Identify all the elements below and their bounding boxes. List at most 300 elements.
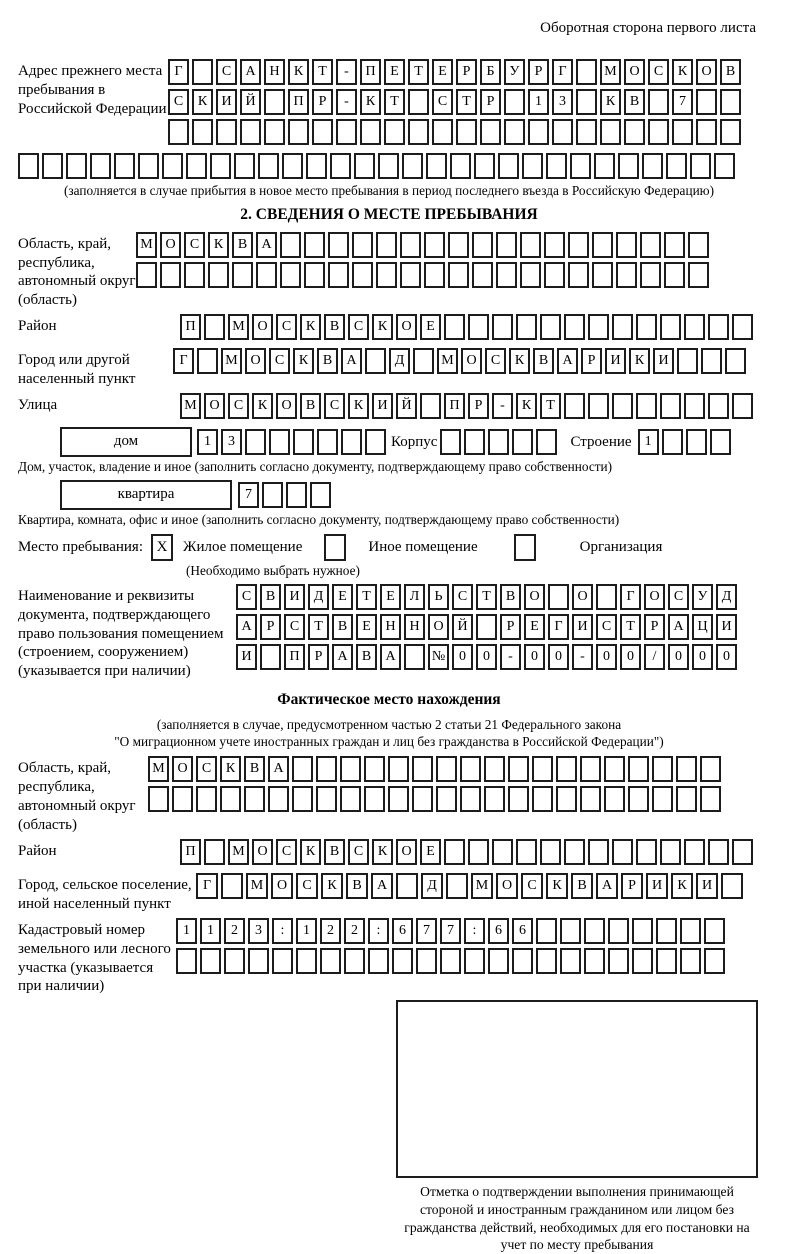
char-cell[interactable]: С	[324, 393, 345, 419]
char-cell[interactable]: М	[437, 348, 458, 374]
char-cell[interactable]	[208, 262, 229, 288]
char-cell[interactable]: В	[533, 348, 554, 374]
char-cell[interactable]: К	[372, 314, 393, 340]
char-cell[interactable]	[612, 314, 633, 340]
char-cell[interactable]	[488, 429, 509, 455]
char-cell[interactable]: 1	[200, 918, 221, 944]
char-cell[interactable]	[688, 232, 709, 258]
char-cell[interactable]: К	[293, 348, 314, 374]
char-cell[interactable]	[690, 153, 711, 179]
char-cell[interactable]: Р	[456, 59, 477, 85]
char-cell[interactable]: К	[600, 89, 621, 115]
char-cell[interactable]	[544, 262, 565, 288]
char-cell[interactable]: К	[360, 89, 381, 115]
char-cell[interactable]	[492, 314, 513, 340]
char-cell[interactable]	[700, 786, 721, 812]
char-cell[interactable]	[564, 393, 585, 419]
char-cell[interactable]	[456, 119, 477, 145]
char-cell[interactable]: Д	[716, 584, 737, 610]
char-cell[interactable]	[704, 918, 725, 944]
char-cell[interactable]	[680, 948, 701, 974]
char-cell[interactable]: В	[624, 89, 645, 115]
char-cell[interactable]	[592, 262, 613, 288]
char-cell[interactable]: К	[300, 839, 321, 865]
char-cell[interactable]	[648, 119, 669, 145]
char-cell[interactable]: Л	[404, 584, 425, 610]
char-cell[interactable]: Д	[308, 584, 329, 610]
char-cell[interactable]	[320, 948, 341, 974]
char-cell[interactable]	[316, 756, 337, 782]
char-cell[interactable]: Т	[476, 584, 497, 610]
char-cell[interactable]	[416, 948, 437, 974]
char-cell[interactable]: С	[348, 839, 369, 865]
char-cell[interactable]	[162, 153, 183, 179]
char-cell[interactable]	[701, 348, 722, 374]
char-cell[interactable]: К	[372, 839, 393, 865]
char-cell[interactable]	[192, 119, 213, 145]
char-cell[interactable]	[732, 314, 753, 340]
char-cell[interactable]: В	[346, 873, 368, 899]
char-cell[interactable]: О	[696, 59, 717, 85]
char-cell[interactable]	[245, 429, 266, 455]
char-cell[interactable]	[504, 89, 525, 115]
char-cell[interactable]: Е	[380, 584, 401, 610]
char-cell[interactable]	[42, 153, 63, 179]
char-cell[interactable]	[436, 756, 457, 782]
char-cell[interactable]	[642, 153, 663, 179]
char-cell[interactable]	[648, 89, 669, 115]
char-cell[interactable]	[496, 232, 517, 258]
char-cell[interactable]	[592, 232, 613, 258]
char-cell[interactable]: О	[572, 584, 593, 610]
char-cell[interactable]	[512, 429, 533, 455]
char-cell[interactable]: С	[452, 584, 473, 610]
char-cell[interactable]	[532, 786, 553, 812]
char-cell[interactable]	[286, 482, 307, 508]
char-cell[interactable]: П	[180, 839, 201, 865]
char-cell[interactable]	[352, 262, 373, 288]
char-cell[interactable]: П	[444, 393, 465, 419]
char-cell[interactable]: К	[509, 348, 530, 374]
char-cell[interactable]: Н	[404, 614, 425, 640]
char-cell[interactable]	[568, 232, 589, 258]
char-cell[interactable]	[232, 262, 253, 288]
char-cell[interactable]: К	[671, 873, 693, 899]
char-cell[interactable]	[272, 948, 293, 974]
char-cell[interactable]: И	[284, 584, 305, 610]
char-cell[interactable]: О	[396, 314, 417, 340]
char-cell[interactable]: 1	[528, 89, 549, 115]
char-cell[interactable]: Н	[380, 614, 401, 640]
char-cell[interactable]	[612, 839, 633, 865]
char-cell[interactable]: О	[160, 232, 181, 258]
char-cell[interactable]: В	[244, 756, 265, 782]
char-cell[interactable]: М	[246, 873, 268, 899]
char-cell[interactable]	[365, 429, 386, 455]
char-cell[interactable]	[720, 89, 741, 115]
char-cell[interactable]: К	[516, 393, 537, 419]
char-cell[interactable]	[138, 153, 159, 179]
char-cell[interactable]: Т	[540, 393, 561, 419]
char-cell[interactable]: О	[644, 584, 665, 610]
char-cell[interactable]	[536, 948, 557, 974]
char-cell[interactable]	[468, 314, 489, 340]
char-cell[interactable]	[476, 614, 497, 640]
char-cell[interactable]	[256, 262, 277, 288]
char-cell[interactable]	[197, 348, 218, 374]
char-cell[interactable]	[636, 839, 657, 865]
char-cell[interactable]: 1	[176, 918, 197, 944]
char-cell[interactable]	[392, 948, 413, 974]
char-cell[interactable]	[576, 89, 597, 115]
char-cell[interactable]: Т	[384, 89, 405, 115]
char-cell[interactable]	[90, 153, 111, 179]
char-cell[interactable]	[536, 429, 557, 455]
char-cell[interactable]	[584, 948, 605, 974]
char-cell[interactable]	[560, 948, 581, 974]
char-cell[interactable]: К	[300, 314, 321, 340]
char-cell[interactable]: И	[646, 873, 668, 899]
char-cell[interactable]	[552, 119, 573, 145]
char-cell[interactable]	[446, 873, 468, 899]
char-cell[interactable]: У	[504, 59, 525, 85]
char-cell[interactable]: И	[653, 348, 674, 374]
char-cell[interactable]: 1	[296, 918, 317, 944]
char-cell[interactable]: О	[624, 59, 645, 85]
char-cell[interactable]	[472, 262, 493, 288]
char-cell[interactable]: С	[216, 59, 237, 85]
char-cell[interactable]	[224, 948, 245, 974]
char-cell[interactable]: С	[276, 839, 297, 865]
char-cell[interactable]: М	[471, 873, 493, 899]
char-cell[interactable]: М	[600, 59, 621, 85]
char-cell[interactable]	[440, 948, 461, 974]
char-cell[interactable]: Т	[308, 614, 329, 640]
char-cell[interactable]	[268, 786, 289, 812]
char-cell[interactable]: С	[168, 89, 189, 115]
char-cell[interactable]: К	[629, 348, 650, 374]
char-cell[interactable]	[412, 786, 433, 812]
char-cell[interactable]: А	[668, 614, 689, 640]
char-cell[interactable]: А	[256, 232, 277, 258]
char-cell[interactable]	[408, 119, 429, 145]
char-cell[interactable]	[312, 119, 333, 145]
char-cell[interactable]: А	[236, 614, 257, 640]
char-cell[interactable]	[412, 756, 433, 782]
char-cell[interactable]: :	[464, 918, 485, 944]
char-cell[interactable]: Г	[620, 584, 641, 610]
char-cell[interactable]	[444, 314, 465, 340]
char-cell[interactable]	[660, 393, 681, 419]
char-cell[interactable]: С	[348, 314, 369, 340]
char-cell[interactable]	[184, 262, 205, 288]
char-cell[interactable]	[512, 948, 533, 974]
char-cell[interactable]	[436, 786, 457, 812]
char-cell[interactable]: О	[428, 614, 449, 640]
char-cell[interactable]	[269, 429, 290, 455]
char-cell[interactable]	[548, 584, 569, 610]
char-cell[interactable]	[364, 756, 385, 782]
char-cell[interactable]	[468, 839, 489, 865]
char-cell[interactable]	[340, 756, 361, 782]
char-cell[interactable]: Б	[480, 59, 501, 85]
char-cell[interactable]	[504, 119, 525, 145]
char-cell[interactable]: 6	[488, 918, 509, 944]
char-cell[interactable]	[488, 948, 509, 974]
char-cell[interactable]	[240, 119, 261, 145]
char-cell[interactable]: О	[172, 756, 193, 782]
char-cell[interactable]	[172, 786, 193, 812]
char-cell[interactable]: 0	[524, 644, 545, 670]
char-cell[interactable]: 1	[197, 429, 218, 455]
char-cell[interactable]	[176, 948, 197, 974]
char-cell[interactable]	[464, 948, 485, 974]
char-cell[interactable]: В	[324, 839, 345, 865]
char-cell[interactable]	[352, 232, 373, 258]
char-cell[interactable]: Р	[308, 644, 329, 670]
char-cell[interactable]	[288, 119, 309, 145]
char-cell[interactable]	[732, 393, 753, 419]
char-cell[interactable]: Г	[168, 59, 189, 85]
char-cell[interactable]: Й	[396, 393, 417, 419]
char-cell[interactable]: В	[720, 59, 741, 85]
char-cell[interactable]: О	[252, 839, 273, 865]
char-cell[interactable]	[400, 232, 421, 258]
char-cell[interactable]: В	[571, 873, 593, 899]
char-cell[interactable]: 1	[638, 429, 659, 455]
char-cell[interactable]: О	[524, 584, 545, 610]
char-cell[interactable]: В	[356, 644, 377, 670]
char-cell[interactable]	[196, 786, 217, 812]
char-cell[interactable]: Т	[456, 89, 477, 115]
char-cell[interactable]	[340, 786, 361, 812]
char-cell[interactable]	[640, 262, 661, 288]
char-cell[interactable]: И	[216, 89, 237, 115]
char-cell[interactable]: /	[644, 644, 665, 670]
char-cell[interactable]	[520, 262, 541, 288]
char-cell[interactable]: 3	[248, 918, 269, 944]
char-cell[interactable]	[656, 948, 677, 974]
char-cell[interactable]: О	[252, 314, 273, 340]
char-cell[interactable]	[684, 839, 705, 865]
char-cell[interactable]	[234, 153, 255, 179]
char-cell[interactable]	[204, 314, 225, 340]
char-cell[interactable]	[384, 119, 405, 145]
char-cell[interactable]: 0	[596, 644, 617, 670]
char-cell[interactable]: К	[252, 393, 273, 419]
char-cell[interactable]	[710, 429, 731, 455]
char-cell[interactable]: 6	[392, 918, 413, 944]
char-cell[interactable]: А	[557, 348, 578, 374]
char-cell[interactable]	[708, 393, 729, 419]
char-cell[interactable]	[464, 429, 485, 455]
residence-checkbox-zhiloe[interactable]: X	[151, 534, 173, 561]
char-cell[interactable]: 3	[221, 429, 242, 455]
char-cell[interactable]	[624, 119, 645, 145]
char-cell[interactable]: 2	[224, 918, 245, 944]
char-cell[interactable]: К	[192, 89, 213, 115]
char-cell[interactable]: П	[284, 644, 305, 670]
char-cell[interactable]	[528, 119, 549, 145]
char-cell[interactable]	[413, 348, 434, 374]
char-cell[interactable]	[364, 786, 385, 812]
char-cell[interactable]	[378, 153, 399, 179]
char-cell[interactable]	[328, 262, 349, 288]
char-cell[interactable]	[18, 153, 39, 179]
char-cell[interactable]: 0	[692, 644, 713, 670]
char-cell[interactable]: Р	[621, 873, 643, 899]
char-cell[interactable]: Р	[500, 614, 521, 640]
char-cell[interactable]	[696, 119, 717, 145]
char-cell[interactable]	[448, 262, 469, 288]
char-cell[interactable]	[604, 786, 625, 812]
char-cell[interactable]: К	[321, 873, 343, 899]
char-cell[interactable]: И	[716, 614, 737, 640]
char-cell[interactable]	[424, 232, 445, 258]
char-cell[interactable]: К	[546, 873, 568, 899]
char-cell[interactable]	[720, 119, 741, 145]
char-cell[interactable]	[584, 918, 605, 944]
char-cell[interactable]: О	[496, 873, 518, 899]
char-cell[interactable]	[721, 873, 743, 899]
char-cell[interactable]	[472, 232, 493, 258]
char-cell[interactable]	[296, 948, 317, 974]
char-cell[interactable]	[696, 89, 717, 115]
char-cell[interactable]	[376, 262, 397, 288]
char-cell[interactable]	[677, 348, 698, 374]
char-cell[interactable]: Ь	[428, 584, 449, 610]
char-cell[interactable]	[704, 948, 725, 974]
char-cell[interactable]	[564, 314, 585, 340]
char-cell[interactable]	[221, 873, 243, 899]
char-cell[interactable]: В	[232, 232, 253, 258]
char-cell[interactable]	[341, 429, 362, 455]
char-cell[interactable]	[262, 482, 283, 508]
char-cell[interactable]: Й	[452, 614, 473, 640]
char-cell[interactable]: В	[332, 614, 353, 640]
char-cell[interactable]	[725, 348, 746, 374]
char-cell[interactable]	[580, 786, 601, 812]
residence-checkbox-org[interactable]	[514, 534, 536, 561]
char-cell[interactable]	[400, 262, 421, 288]
char-cell[interactable]	[612, 393, 633, 419]
char-cell[interactable]: 2	[344, 918, 365, 944]
char-cell[interactable]	[684, 314, 705, 340]
char-cell[interactable]	[368, 948, 389, 974]
char-cell[interactable]: Н	[264, 59, 285, 85]
char-cell[interactable]: :	[368, 918, 389, 944]
char-cell[interactable]	[498, 153, 519, 179]
char-cell[interactable]: Р	[312, 89, 333, 115]
char-cell[interactable]	[576, 119, 597, 145]
char-cell[interactable]: В	[260, 584, 281, 610]
char-cell[interactable]: И	[605, 348, 626, 374]
char-cell[interactable]: Г	[548, 614, 569, 640]
char-cell[interactable]	[186, 153, 207, 179]
char-cell[interactable]	[450, 153, 471, 179]
char-cell[interactable]: А	[596, 873, 618, 899]
char-cell[interactable]	[264, 89, 285, 115]
char-cell[interactable]	[522, 153, 543, 179]
char-cell[interactable]	[664, 232, 685, 258]
char-cell[interactable]	[280, 262, 301, 288]
char-cell[interactable]: Е	[420, 314, 441, 340]
char-cell[interactable]: В	[317, 348, 338, 374]
char-cell[interactable]	[248, 948, 269, 974]
char-cell[interactable]	[260, 644, 281, 670]
char-cell[interactable]	[484, 756, 505, 782]
char-cell[interactable]: В	[500, 584, 521, 610]
char-cell[interactable]	[660, 314, 681, 340]
char-cell[interactable]	[448, 232, 469, 258]
char-cell[interactable]: Д	[389, 348, 410, 374]
char-cell[interactable]: Д	[421, 873, 443, 899]
char-cell[interactable]	[520, 232, 541, 258]
char-cell[interactable]	[540, 314, 561, 340]
char-cell[interactable]: П	[180, 314, 201, 340]
char-cell[interactable]	[258, 153, 279, 179]
char-cell[interactable]: Т	[312, 59, 333, 85]
char-cell[interactable]	[496, 262, 517, 288]
char-cell[interactable]	[440, 429, 461, 455]
char-cell[interactable]: К	[220, 756, 241, 782]
char-cell[interactable]: М	[180, 393, 201, 419]
char-cell[interactable]	[616, 262, 637, 288]
char-cell[interactable]	[708, 314, 729, 340]
char-cell[interactable]	[632, 918, 653, 944]
char-cell[interactable]: И	[696, 873, 718, 899]
char-cell[interactable]	[282, 153, 303, 179]
char-cell[interactable]	[600, 119, 621, 145]
char-cell[interactable]: О	[396, 839, 417, 865]
char-cell[interactable]: Р	[468, 393, 489, 419]
char-cell[interactable]	[676, 756, 697, 782]
char-cell[interactable]: Р	[581, 348, 602, 374]
char-cell[interactable]	[365, 348, 386, 374]
char-cell[interactable]	[636, 314, 657, 340]
char-cell[interactable]	[700, 756, 721, 782]
char-cell[interactable]: С	[648, 59, 669, 85]
char-cell[interactable]: С	[284, 614, 305, 640]
char-cell[interactable]: 0	[476, 644, 497, 670]
char-cell[interactable]	[216, 119, 237, 145]
char-cell[interactable]: 0	[668, 644, 689, 670]
char-cell[interactable]	[680, 918, 701, 944]
char-cell[interactable]	[560, 918, 581, 944]
char-cell[interactable]: К	[348, 393, 369, 419]
char-cell[interactable]: Р	[528, 59, 549, 85]
char-cell[interactable]	[408, 89, 429, 115]
char-cell[interactable]: С	[521, 873, 543, 899]
char-cell[interactable]	[666, 153, 687, 179]
char-cell[interactable]: Р	[260, 614, 281, 640]
char-cell[interactable]	[460, 756, 481, 782]
char-cell[interactable]: -	[336, 89, 357, 115]
char-cell[interactable]	[556, 786, 577, 812]
char-cell[interactable]	[114, 153, 135, 179]
char-cell[interactable]	[588, 314, 609, 340]
char-cell[interactable]	[192, 59, 213, 85]
char-cell[interactable]	[672, 119, 693, 145]
residence-checkbox-inoe[interactable]	[324, 534, 346, 561]
char-cell[interactable]	[492, 839, 513, 865]
char-cell[interactable]	[210, 153, 231, 179]
char-cell[interactable]: С	[196, 756, 217, 782]
char-cell[interactable]: -	[572, 644, 593, 670]
char-cell[interactable]: 0	[452, 644, 473, 670]
char-cell[interactable]	[396, 873, 418, 899]
char-cell[interactable]	[508, 756, 529, 782]
